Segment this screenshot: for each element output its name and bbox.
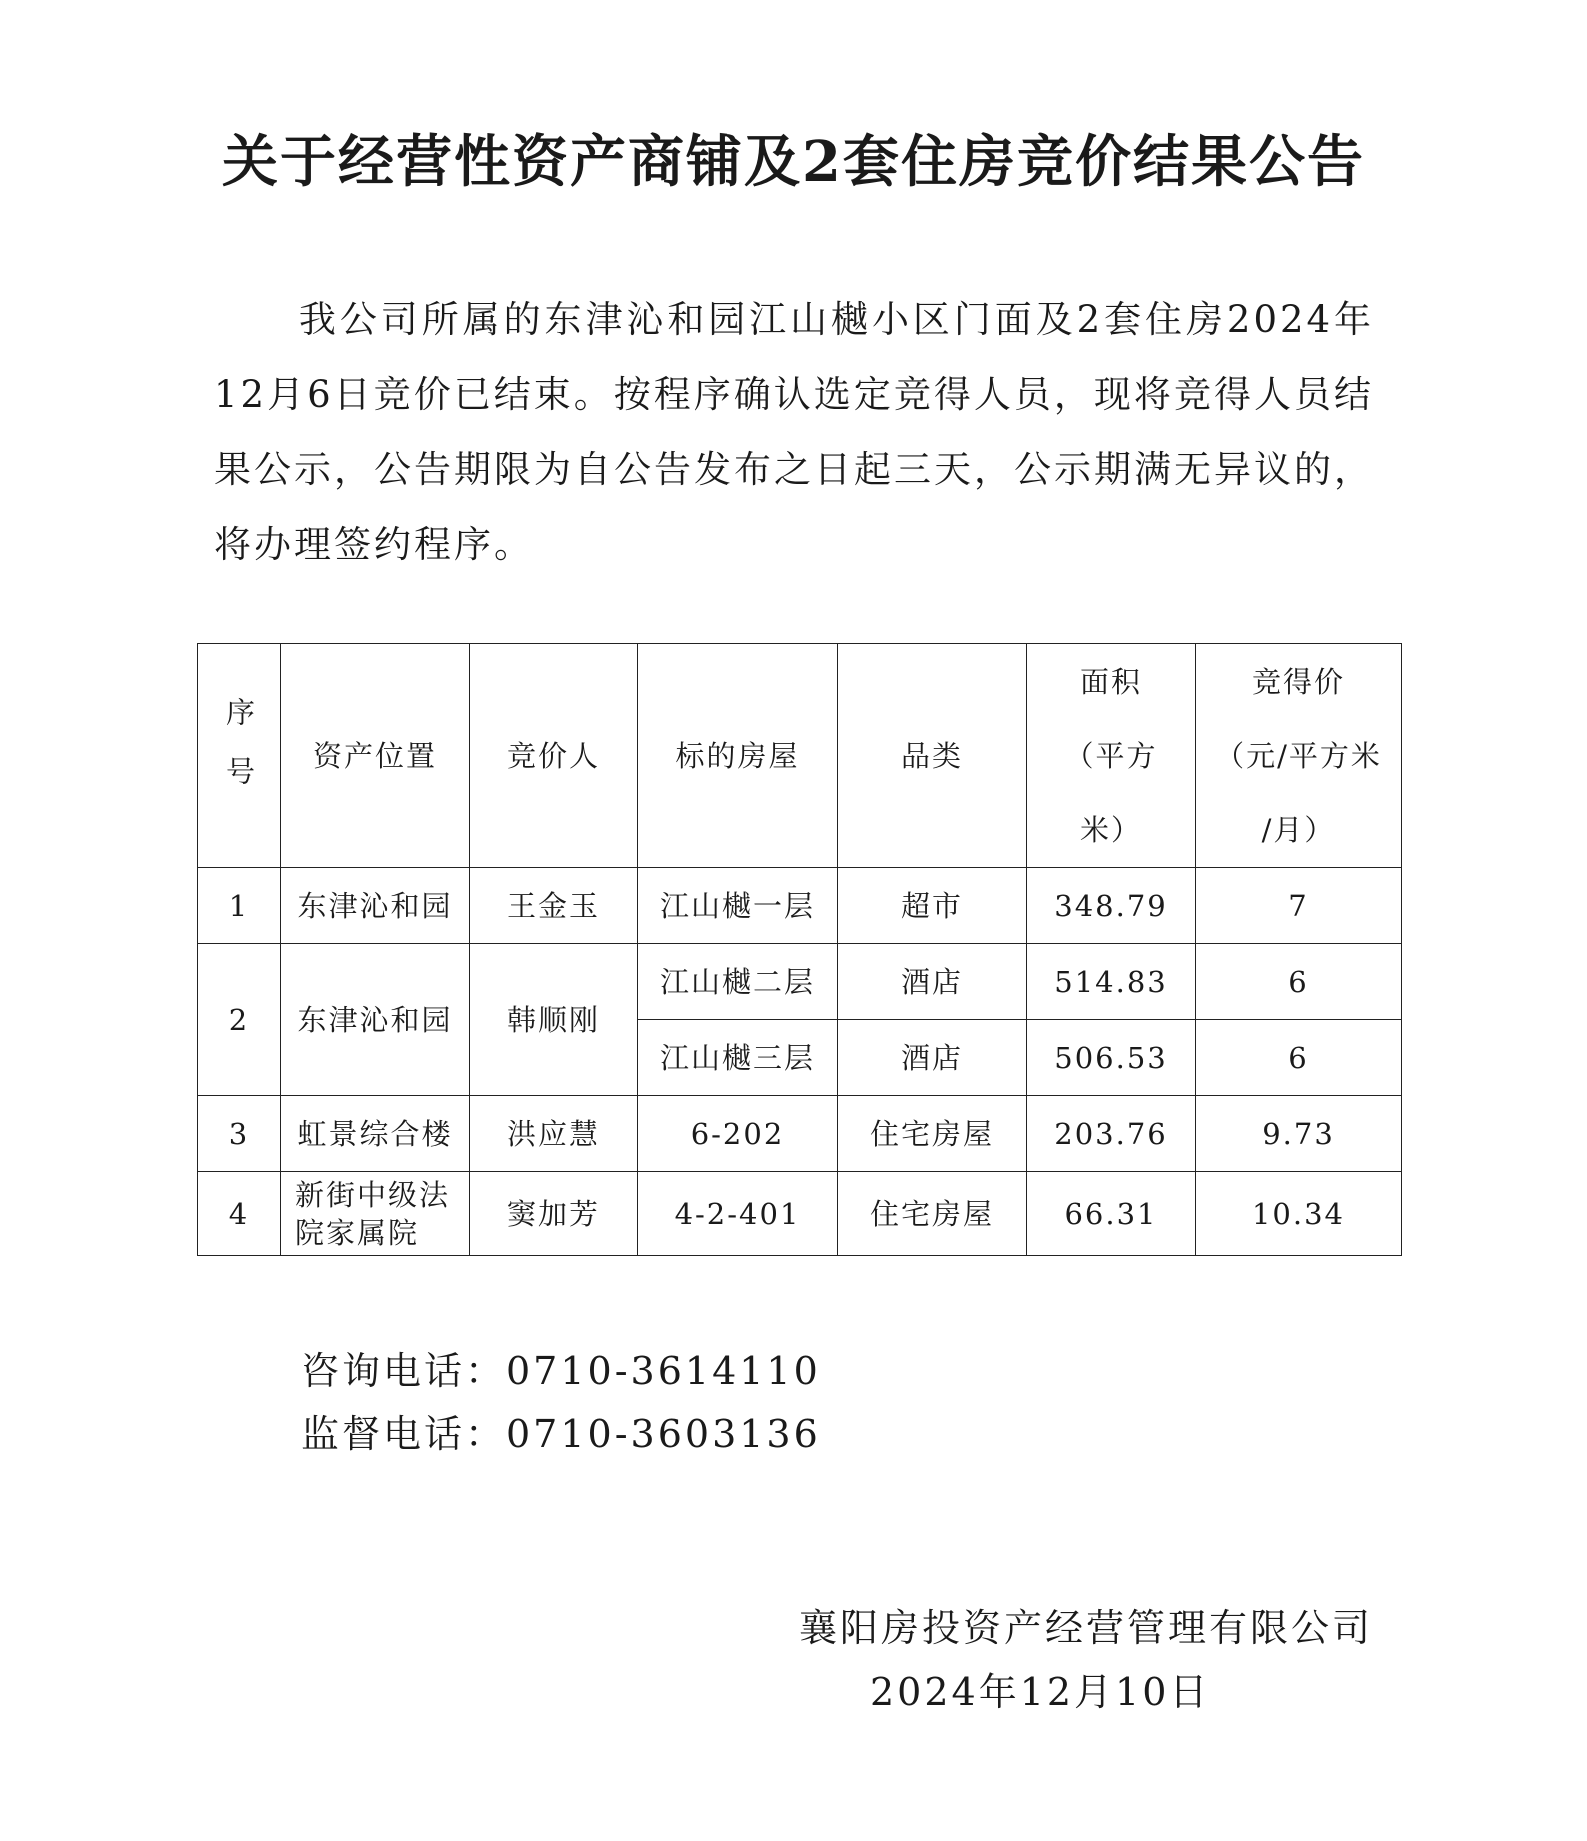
notice-date: 2024年12月10日 bbox=[870, 1670, 1211, 1714]
cell-category: 超市 bbox=[838, 868, 1027, 944]
header-category: 品类 bbox=[838, 644, 1027, 868]
cell-category: 住宅房屋 bbox=[838, 1172, 1027, 1256]
supervise-phone: 监督电话：0710-3603136 bbox=[301, 1412, 821, 1456]
header-price-line2: （元/平方米 bbox=[1215, 738, 1382, 773]
cell-price: 9.73 bbox=[1196, 1096, 1402, 1172]
cell-location: 虹景综合楼 bbox=[281, 1096, 470, 1172]
cell-area: 66.31 bbox=[1027, 1172, 1196, 1256]
cell-house: 江山樾二层 bbox=[638, 944, 838, 1020]
header-area bbox=[1027, 644, 1196, 868]
header-price-line3: /月） bbox=[1261, 812, 1336, 847]
header-price-line1: 竞得价 bbox=[1251, 664, 1345, 699]
header-price bbox=[1196, 644, 1402, 868]
cell-category: 酒店 bbox=[838, 944, 1027, 1020]
cell-location: 东津沁和园 bbox=[281, 868, 470, 944]
cell-bidder: 韩顺刚 bbox=[470, 944, 638, 1096]
cell-bidder: 窦加芳 bbox=[470, 1172, 638, 1256]
cell-area: 506.53 bbox=[1027, 1020, 1196, 1096]
cell-house: 4-2-401 bbox=[638, 1172, 838, 1256]
cell-bidder: 洪应慧 bbox=[470, 1096, 638, 1172]
header-bidder: 竞价人 bbox=[470, 644, 638, 868]
cell-bidder: 王金玉 bbox=[470, 868, 638, 944]
company-name: 襄阳房投资产经营管理有限公司 bbox=[798, 1606, 1373, 1650]
cell-no: 4 bbox=[198, 1172, 281, 1256]
cell-price: 6 bbox=[1196, 1020, 1402, 1096]
cell-price: 10.34 bbox=[1196, 1172, 1402, 1256]
cell-location: 新街中级法院家属院 bbox=[281, 1172, 470, 1256]
table-row bbox=[198, 1096, 1402, 1172]
cell-area: 514.83 bbox=[1027, 944, 1196, 1020]
notice-title: 关于经营性资产商铺及2套住房竞价结果公告 bbox=[222, 129, 1365, 195]
cell-category: 住宅房屋 bbox=[838, 1096, 1027, 1172]
cell-house: 6-202 bbox=[638, 1096, 838, 1172]
header-area-line2: （平方 bbox=[1064, 738, 1158, 773]
header-area-line3: 米） bbox=[1079, 812, 1142, 847]
header-area-line1: 面积 bbox=[1079, 664, 1142, 699]
notice-paragraph: 我公司所属的东津沁和园江山樾小区门面及2套住房2024年12月6日竞价已结束。按程序确认选定竞得人员，现将竞得人员结果公示，公告期限为自公告发布之日起三天，公示期满无异议的，将办理签约程序。 bbox=[214, 298, 1374, 566]
cell-price: 7 bbox=[1196, 868, 1402, 944]
table-header-row bbox=[198, 644, 1402, 868]
cell-no: 3 bbox=[198, 1096, 281, 1172]
table-row bbox=[198, 868, 1402, 944]
cell-house: 江山樾一层 bbox=[638, 868, 838, 944]
table-row bbox=[198, 1172, 1402, 1256]
cell-no: 1 bbox=[198, 868, 281, 944]
table-row bbox=[198, 944, 1402, 1020]
header-location: 资产位置 bbox=[281, 644, 470, 868]
header-no: 序号 bbox=[198, 644, 281, 868]
consult-phone: 咨询电话：0710-3614110 bbox=[301, 1349, 821, 1393]
cell-no: 2 bbox=[198, 944, 281, 1096]
notice-body bbox=[214, 282, 1374, 582]
results-table bbox=[197, 643, 1402, 1256]
cell-location: 东津沁和园 bbox=[281, 944, 470, 1096]
cell-price: 6 bbox=[1196, 944, 1402, 1020]
cell-category: 酒店 bbox=[838, 1020, 1027, 1096]
cell-house: 江山樾三层 bbox=[638, 1020, 838, 1096]
cell-area: 348.79 bbox=[1027, 868, 1196, 944]
cell-area: 203.76 bbox=[1027, 1096, 1196, 1172]
header-house: 标的房屋 bbox=[638, 644, 838, 868]
